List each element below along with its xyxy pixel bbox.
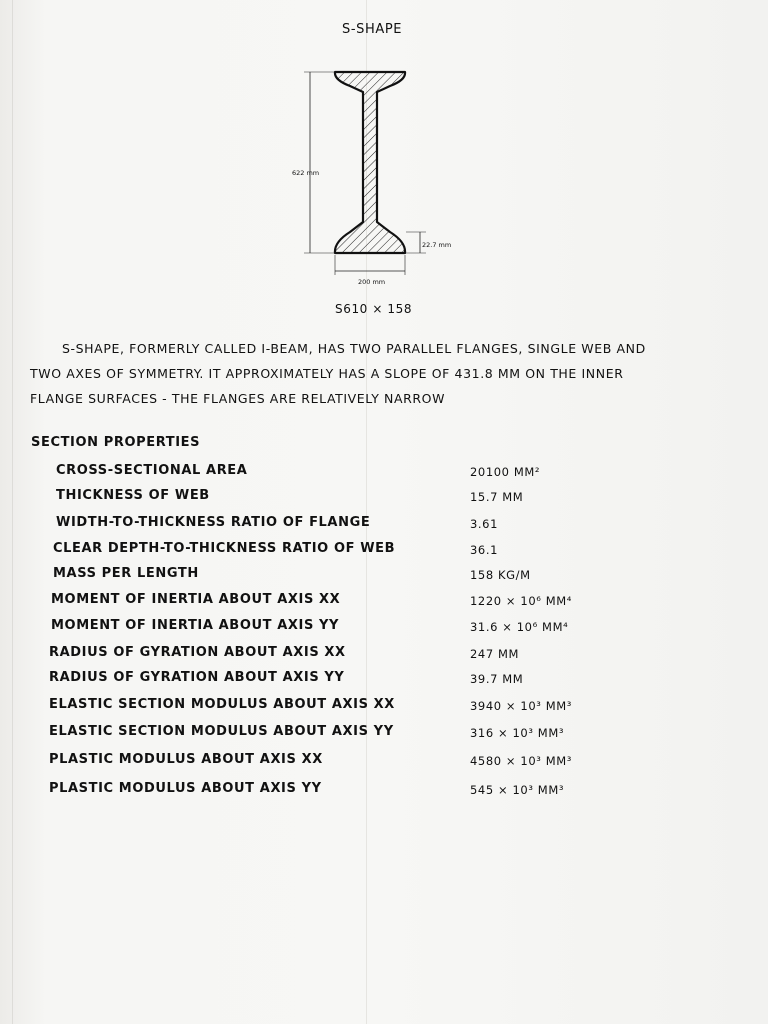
- paragraph-line: S-SHAPE, FORMERLY CALLED I-BEAM, HAS TWO PARALLEL FLANGES, SINGLE WEB AND: [62, 341, 646, 356]
- property-value: 158 KG/M: [470, 568, 531, 582]
- property-label: CLEAR DEPTH-TO-THICKNESS RATIO OF WEB: [53, 541, 396, 556]
- property-value: 316 × 10³ MM³: [470, 726, 565, 740]
- property-label: WIDTH-TO-THICKNESS RATIO OF FLANGE: [56, 515, 371, 530]
- property-value: 1220 × 10⁶ MM⁴: [470, 594, 572, 608]
- paragraph-line: FLANGE SURFACES - THE FLANGES ARE RELATIVELY NARROW: [30, 391, 446, 406]
- property-value: 39.7 MM: [470, 672, 524, 686]
- property-label: MOMENT OF INERTIA ABOUT AXIS XX: [51, 592, 341, 607]
- description-paragraph: [30, 336, 730, 411]
- section-designation: S610 × 158: [335, 302, 413, 316]
- property-value: 3.61: [470, 517, 499, 531]
- page-title: S-SHAPE: [342, 22, 403, 37]
- property-label: MOMENT OF INERTIA ABOUT AXIS YY: [51, 618, 340, 633]
- height-dimension-label: 622 mm: [292, 169, 320, 177]
- property-label: ELASTIC SECTION MODULUS ABOUT AXIS YY: [49, 724, 394, 739]
- width-dimension-label: 200 mm: [358, 278, 386, 286]
- property-label: PLASTIC MODULUS ABOUT AXIS XX: [49, 752, 323, 767]
- property-label: RADIUS OF GYRATION ABOUT AXIS XX: [49, 645, 346, 660]
- property-label: RADIUS OF GYRATION ABOUT AXIS YY: [49, 670, 345, 685]
- property-value: 15.7 MM: [470, 490, 524, 504]
- property-value: 20100 MM²: [470, 465, 541, 479]
- s-shape-cross-section-diagram: [280, 60, 480, 295]
- property-value: 4580 × 10³ MM³: [470, 754, 572, 768]
- property-value: 3940 × 10³ MM³: [470, 699, 572, 713]
- property-label: ELASTIC SECTION MODULUS ABOUT AXIS XX: [49, 697, 395, 712]
- property-value: 31.6 × 10⁶ MM⁴: [470, 620, 569, 634]
- property-value: 545 × 10³ MM³: [470, 783, 565, 797]
- property-value: 247 MM: [470, 647, 520, 661]
- property-label: PLASTIC MODULUS ABOUT AXIS YY: [49, 781, 322, 796]
- page-edge-line: [12, 0, 13, 1024]
- paragraph-line: TWO AXES OF SYMMETRY. IT APPROXIMATELY HAS A SLOPE OF 431.8 MM ON THE INNER: [30, 366, 624, 381]
- property-label: CROSS-SECTIONAL AREA: [56, 463, 248, 478]
- property-label: MASS PER LENGTH: [53, 566, 199, 581]
- section-properties-heading: SECTION PROPERTIES: [31, 435, 201, 450]
- property-value: 36.1: [470, 543, 499, 557]
- flange-thickness-label: 22.7 mm: [422, 241, 452, 249]
- property-label: THICKNESS OF WEB: [56, 488, 210, 503]
- beam-section-shape: [335, 72, 405, 253]
